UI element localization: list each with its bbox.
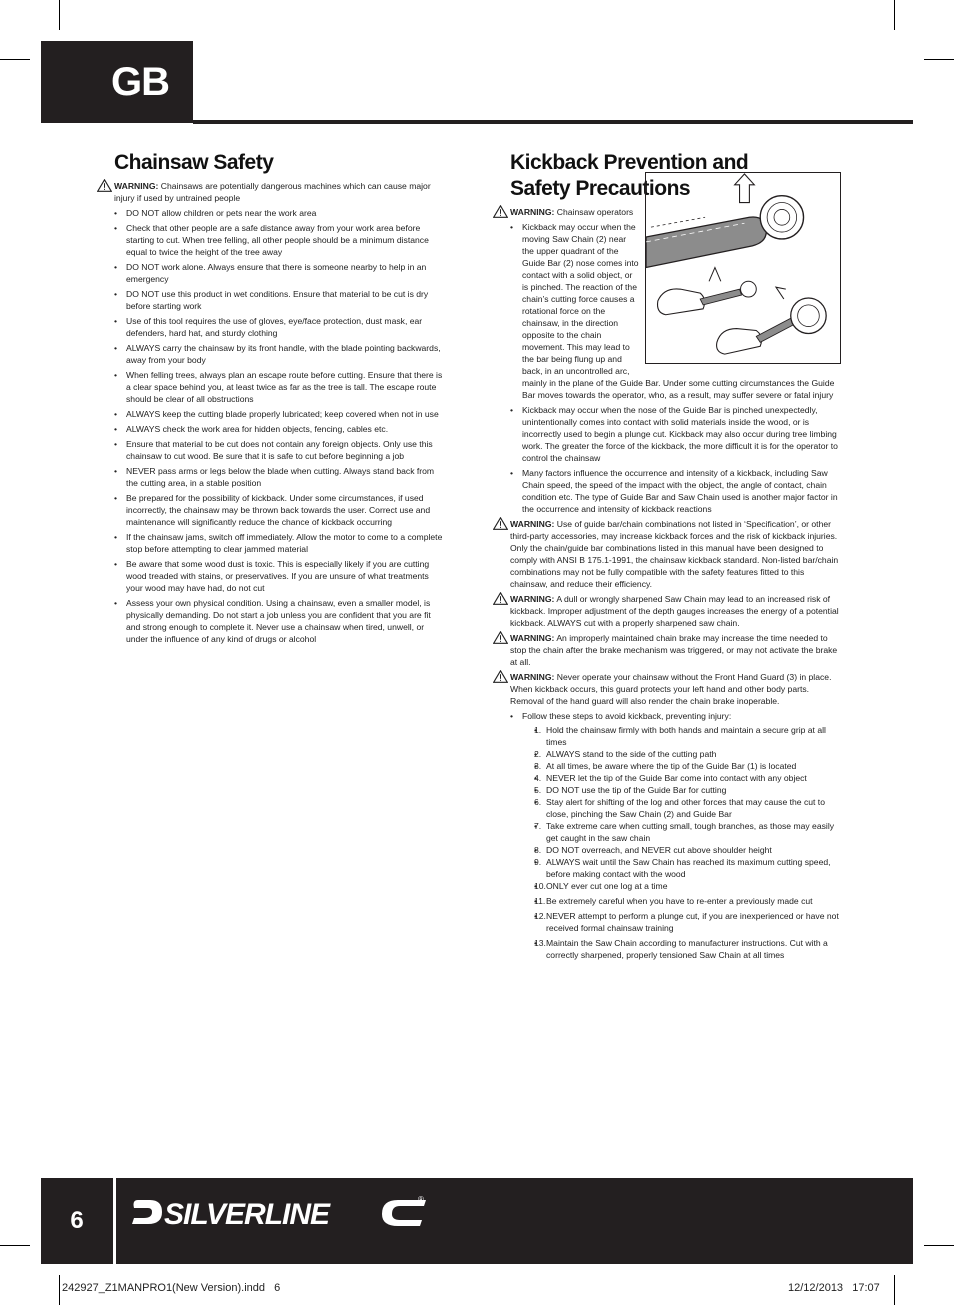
step-number: • 5.: [534, 785, 542, 795]
follow-list: [510, 710, 840, 961]
silverline-logo-icon: [130, 1188, 430, 1238]
list-item: • Kickback may occur when the nose of the Guide Bar is pinched unexpectedly, unintentionally comes into contact with solid materials inside the wood, or is incorrectly used to begin a plunge cut. Kickback may also occur during tree limbing work. The greater the force of the kickback, the more difficult it is for the operator to control the chainsaw: [510, 404, 840, 464]
step-text: Stay alert for shifting of the log and other forces that may cause the cut to close, pinching the Saw Chain (2) and Guide Bar: [546, 797, 825, 819]
follow-text: Follow these steps to avoid kickback, preventing injury:: [522, 711, 732, 721]
warning-icon: [493, 631, 508, 644]
crop-mark: [59, 0, 60, 30]
step-number: • 8.: [534, 845, 542, 855]
list-item: [510, 710, 840, 961]
crop-mark: [59, 1275, 60, 1305]
step-number: • 3.: [534, 761, 542, 771]
list-item: • Use of this tool requires the use of gloves, eye/face protection, dust mask, ear defenders, hard hat, and sturdy clothing: [114, 315, 444, 339]
warning-paragraph: [510, 632, 840, 668]
section-title: Kickback Prevention and Safety Precautions: [510, 151, 749, 200]
step-item: [534, 910, 840, 934]
warning-text: Chainsaws are potentially dangerous machines which can cause major injury if used by untrained people: [114, 181, 431, 203]
step-text: Take extreme care when cutting small, tough branches, as those may easily get caught in the saw chain: [546, 821, 835, 843]
warning-text: Use of guide bar/chain combinations not listed in ‘Specification’, or other third-party accessories, may increase kickback forces and the risk of kickback injuries. Only the chain/guide bar combinations listed in this manual have been designed to comply with ANSI B 175.1-1991, the chainsaw kickback standard. Non-listed bar/chain combinations may not be fully compatible with the safety features fitted to this chainsaw, and reduce their efficiency.: [510, 519, 839, 589]
warning-text: An improperly maintained chain brake may increase the time needed to stop the chain after the brake mechanism was triggered, or may not activate the brake at all.: [510, 633, 838, 667]
list-item: • ALWAYS check the work area for hidden objects, fencing, cables etc.: [114, 423, 444, 435]
step-item: [534, 760, 840, 772]
list-item: • DO NOT use this product in wet conditions. Ensure that material to be cut is dry before starting work: [114, 288, 444, 312]
list-item: • NEVER pass arms or legs below the blade when cutting. Always stand back from the cutting area, in a stable position: [114, 465, 444, 489]
crop-mark: [0, 1245, 30, 1246]
kickback-section: [510, 150, 840, 964]
list-item: • ALWAYS carry the chainsaw by its front handle, with the blade pointing backwards, away from your body: [114, 342, 444, 366]
step-item: [534, 820, 840, 844]
crop-mark: [924, 59, 954, 60]
warning-paragraph: [510, 671, 840, 707]
crop-mark: [924, 1245, 954, 1246]
step-item: [534, 784, 840, 796]
warning-icon: [493, 592, 508, 605]
warning-paragraph: [510, 518, 840, 590]
date-slug: 12/12/2013 17:07: [788, 1282, 880, 1294]
warning-label: WARNING:: [114, 181, 159, 191]
step-item: [534, 937, 840, 961]
warning-label: WARNING:: [510, 633, 555, 643]
warning-paragraph: [510, 206, 840, 218]
header-rule: [193, 120, 913, 124]
step-item: [534, 772, 840, 784]
crop-mark: [894, 1275, 895, 1305]
step-item: [534, 880, 840, 892]
step-text: At all times, be aware where the tip of the Guide Bar (1) is located: [546, 761, 797, 771]
step-text: ALWAYS wait until the Saw Chain has reached its maximum cutting speed, before making contact with the wood: [546, 857, 831, 879]
list-item: • When felling trees, always plan an escape route before cutting. Ensure that there is a clear space behind you, at least twice as far as the tree is tall. The escape route should be clear of all obstructions: [114, 369, 444, 405]
step-text: NEVER let the tip of the Guide Bar come into contact with any object: [546, 773, 807, 783]
crop-mark: [894, 0, 895, 30]
warning-text: A dull or wrongly sharpened Saw Chain may lead to an increased risk of kickback. Improper adjustment of the depth gauges increases the energy of a potential kickback. ALWAYS cut with a properly sharpened saw chain.: [510, 594, 839, 628]
step-number: • 4.: [534, 773, 542, 783]
step-text: Be extremely careful when you have to re-enter a previously made cut: [546, 896, 813, 906]
step-text: Maintain the Saw Chain according to manufacturer instructions. Cut with a correctly sharpened, properly tensioned Saw Chain at all times: [546, 938, 828, 960]
footer-divider: [113, 1178, 116, 1264]
warning-label: WARNING:: [510, 594, 555, 604]
list-item: • Assess your own physical condition. Using a chainsaw, even a smaller model, is physically demanding. Do not start a job unless you are confident that you are fit and strong enough to complete it. Never use a chainsaw when tired, unwell, or under the influence of any kind of drugs or alcohol: [114, 597, 444, 645]
step-number: • 10.: [534, 881, 546, 891]
step-number: • 6.: [534, 797, 542, 807]
list-item: • Check that other people are a safe distance away from your work area before starting to cut. When tree felling, all other people should be a minimum distance equal to twice the height of the tree away: [114, 222, 444, 258]
warning-icon: [493, 670, 508, 683]
warning-text: Never operate your chainsaw without the Front Hand Guard (3) in place. When kickback occurs, this guard protects your left hand and other body parts. Removal of the hand guard will also render the chain brake inoperable.: [510, 672, 832, 706]
file-slug: 242927_Z1MANPRO1(New Version).indd 6: [62, 1282, 281, 1294]
kickback-list: [510, 221, 840, 515]
list-item: • Many factors influence the occurrence and intensity of a kickback, including Saw Chain speed, the speed of the impact with the object, the angle of contact, chain condition etc. The type of Guide Bar and Saw Chain used is another major factor in the occurrence and intensity of kickback reactions: [510, 467, 840, 515]
step-text: ALWAYS stand to the side of the cutting path: [546, 749, 717, 759]
language-badge: [41, 41, 193, 123]
steps-list: [534, 724, 840, 961]
warning-label: WARNING:: [510, 672, 555, 682]
step-item: [534, 748, 840, 760]
step-number: • 2.: [534, 749, 542, 759]
brand-name: SILVERLINE: [164, 1198, 330, 1231]
list-item: • Be prepared for the possibility of kickback. Under some circumstances, if used incorrectly, the chainsaw may be thrown back towards the user. Correct use and maintenance will significantly reduce the chance of kickback occurring: [114, 492, 444, 528]
step-number: • 9.: [534, 857, 542, 867]
list-item: • DO NOT work alone. Always ensure that there is someone nearby to help in an emergency: [114, 261, 444, 285]
step-number: • 7.: [534, 821, 542, 831]
warning-icon: [493, 517, 508, 530]
step-text: Hold the chainsaw firmly with both hands and maintain a secure grip at all times: [546, 725, 826, 747]
list-item: • Ensure that material to be cut does not contain any foreign objects. Only use this chainsaw to cut wood. Be sure that it is safe to cut before beginning a job: [114, 438, 444, 462]
step-number: • 1.: [534, 725, 542, 735]
warning-paragraph: [114, 180, 444, 204]
warning-icon: [97, 179, 112, 192]
warning-label: WARNING:: [510, 207, 555, 217]
registered-mark: ®: [418, 1195, 424, 1204]
step-text: DO NOT use the tip of the Guide Bar for cutting: [546, 785, 727, 795]
step-number: • 11.: [534, 896, 546, 906]
warning-label: WARNING:: [510, 519, 555, 529]
step-item: [534, 796, 840, 820]
safety-list: [114, 207, 444, 645]
list-item: • If the chainsaw jams, switch off immediately. Allow the motor to come to a complete stop before attempting to clear jammed material: [114, 531, 444, 555]
list-item: • Kickback may occur when the moving Saw Chain (2) near the upper quadrant of the Guide Bar (2) nose comes into contact with a solid object, or is pinched. The reaction of the chain’s cutting force causes a rotational force on the chainsaw, in the direction opposite to the chain movement. This may lead to the bar being flung up and back, in an uncontrolled arc, mainly in the plane of the Guide Bar. Under some cutting circumstances the Guide Bar moves towards the operator, who, as a result, may suffer severe or fatal injury: [510, 221, 840, 401]
language-code: GB: [111, 59, 169, 104]
crop-mark: [0, 59, 30, 60]
page-number: 6: [70, 1207, 84, 1234]
chainsaw-safety-section: [114, 150, 444, 648]
list-item: • DO NOT allow children or pets near the work area: [114, 207, 444, 219]
step-item: [534, 895, 840, 907]
warning-paragraph: [510, 593, 840, 629]
step-text: DO NOT overreach, and NEVER cut above shoulder height: [546, 845, 772, 855]
list-item: • ALWAYS keep the cutting blade properly lubricated; keep covered when not in use: [114, 408, 444, 420]
step-number: • 13.: [534, 938, 546, 948]
step-item: [534, 844, 840, 856]
step-text: NEVER attempt to perform a plunge cut, if you are inexperienced or have not received formal chainsaw training: [546, 911, 839, 933]
warning-text: Chainsaw operators: [556, 207, 634, 217]
step-text: ONLY ever cut one log at a time: [546, 881, 668, 891]
warning-icon: [493, 205, 508, 218]
step-item: [534, 856, 840, 880]
list-item: • Be aware that some wood dust is toxic. This is especially likely if you are cutting wood treaded with stains, or preservatives. If you are unsure of what treatments your wood may have had, do not cut: [114, 558, 444, 594]
step-item: [534, 724, 840, 748]
section-title: Chainsaw Safety: [114, 151, 274, 174]
step-number: • 12.: [534, 911, 546, 921]
